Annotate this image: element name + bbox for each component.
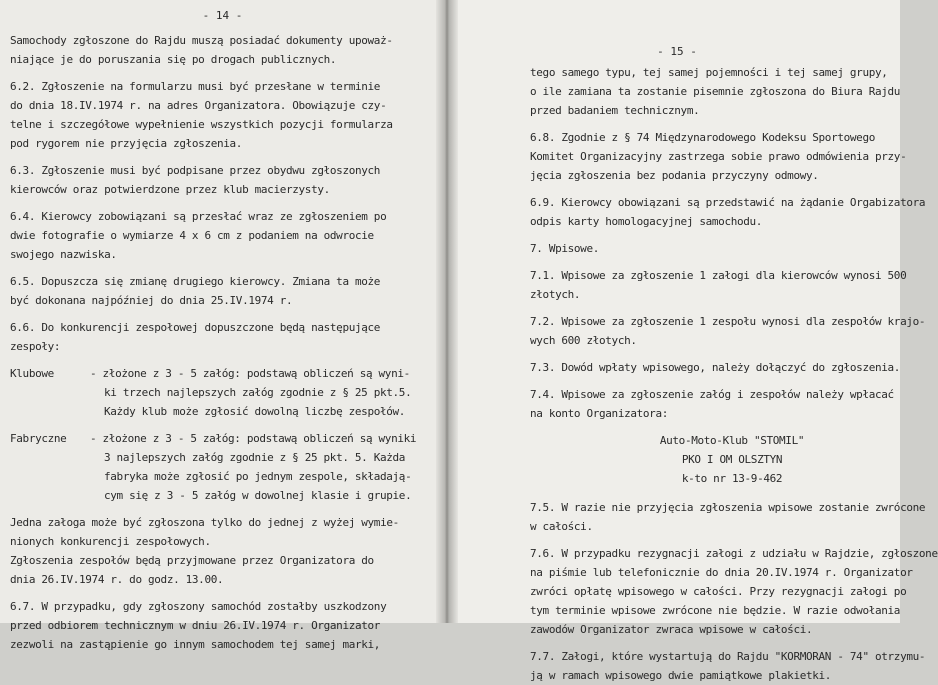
text-line: tym terminie wpisowe zwrócone nie będzie. W razie odwołania (530, 604, 901, 617)
text-line: o ile zamiana ta zostanie pisemnie zgłoszona do Biura Rajdu (530, 85, 901, 98)
text-line: niające je do poruszania się po drogach publicznych. (10, 53, 337, 66)
text-line: zwróci opłatę wpisowego w całości. Przy rezygnacji załogi po (530, 585, 907, 598)
text-line: 6.7. W przypadku, gdy zgłoszony samochód zostałby uszkodzony (10, 600, 387, 613)
text-line: przed badaniem technicznym. (530, 104, 700, 117)
text-line: swojego nazwiska. (10, 248, 117, 261)
paragraph (530, 312, 926, 350)
team-entry (10, 364, 435, 421)
team-entry (10, 429, 435, 505)
text-line: do dnia 18.IV.1974 r. na adres Organizatora. Obowiązuje czy- (10, 99, 387, 112)
text-line: 7.4. Wpisowe za zgłoszenie załóg i zespołów należy wpłacać (530, 388, 894, 401)
text-line: 6.5. Dopuszcza się zmianę drugiego kierowcy. Zmiana ta może (10, 275, 381, 288)
text-line: 6.4. Kierowcy zobowiązani są przesłać wraz ze zgłoszeniem po (10, 210, 387, 223)
paragraph (530, 63, 901, 120)
text-line: złotych. (530, 288, 581, 301)
text-line: nionych konkurencji zespołowych. (10, 535, 211, 548)
text-line: 7.3. Dowód wpłaty wpisowego, należy dołączyć do zgłoszenia. (530, 361, 901, 374)
text-line: 7. Wpisowe. (530, 242, 599, 255)
text-line: być dokonana najpóźniej do dnia 25.IV.1974 r. (10, 294, 293, 307)
bank-address (530, 431, 894, 488)
team-entry-text (90, 429, 435, 505)
text-line: fabryka może zgłosić po jednym zespole, składają- (104, 470, 412, 483)
text-line: telne i szczegółowe wypełnienie wszystkich pozycji formularza (10, 118, 393, 131)
team-entry-label: Fabryczne (10, 432, 67, 445)
paragraph (530, 647, 926, 685)
text-line: odpis karty homologacyjnej samochodu. (530, 215, 763, 228)
team-entry-text (90, 364, 435, 421)
paragraph (530, 193, 926, 231)
paragraph (10, 272, 435, 310)
text-line: 6.9. Kierowcy obowiązani są przedstawić na żądanie Orgabizatora (530, 196, 926, 209)
text-line: 3 najlepszych załóg zgodnie z § 25 pkt. 5. Każda (104, 451, 406, 464)
text-line: cym się z 3 - 5 załóg w dowolnej klasie i grupie. (104, 489, 412, 502)
text-line: Zgłoszenia zespołów będą przyjmowane przez Organizatora do (10, 554, 374, 567)
text-line: Jedna załoga może być zgłoszona tylko do jednej z wyżej wymie- (10, 516, 399, 529)
right-paragraphs-top (530, 63, 926, 423)
text-line: 6.8. Zgodnie z § 74 Międzynarodowego Kodeksu Sportowego (530, 131, 875, 144)
right-page (450, 0, 938, 682)
text-line: ki trzech najlepszych załóg zgodnie z § 25 pkt.5. (104, 386, 412, 399)
page-number-right: - 15 - (657, 45, 697, 58)
paragraph (10, 597, 435, 654)
paragraph (10, 31, 435, 69)
paragraph (530, 266, 907, 304)
text-line: tego samego typu, tej samej pojemności i tej samej grupy, (530, 66, 888, 79)
paragraph (10, 77, 435, 153)
paragraph (10, 318, 435, 356)
text-line: dwie fotografie o wymiarze 4 x 6 cm z podaniem na odwrocie (10, 229, 374, 242)
left-paragraphs (10, 31, 435, 356)
paragraph (530, 544, 938, 639)
left-page (0, 0, 445, 651)
paragraph (530, 128, 907, 185)
text-line: zezwoli na zastąpienie go innym samochodem tej samej marki, (10, 638, 381, 651)
text-line: na piśmie lub telefonicznie do dnia 20.IV.1974 r. Organizator (530, 566, 913, 579)
text-line: kierowców oraz potwierdzone przez klub macierzysty. (10, 183, 330, 196)
text-line: 7.1. Wpisowe za zgłoszenie 1 załogi dla kierowców wynosi 500 (530, 269, 907, 282)
paragraph (530, 498, 926, 536)
left-closing-paragraphs (10, 513, 435, 654)
text-line: przed odbiorem technicznym w dniu 26.IV.1974 r. Organizator (10, 619, 381, 632)
team-entry-label: Klubowe (10, 367, 54, 380)
paragraph (10, 161, 435, 199)
text-line: 6.3. Zgłoszenie musi być podpisane przez obydwu zgłoszonych (10, 164, 381, 177)
text-line: na konto Organizatora: (530, 407, 668, 420)
text-line: jęcia zgłoszenia bez podania przyczyny odmowy. (530, 169, 819, 182)
paragraph (10, 513, 435, 589)
text-line: dnia 26.IV.1974 r. do godz. 13.00. (10, 573, 224, 586)
text-line: 7.6. W przypadku rezygnacji załogi z udziału w Rajdzie, zgłoszone (530, 547, 938, 560)
text-line: - złożone z 3 - 5 załóg: podstawą obliczeń są wyni- (90, 367, 410, 380)
right-paragraphs-bottom (530, 498, 938, 685)
text-line: - złożone z 3 - 5 załóg: podstawą obliczeń są wyniki (90, 432, 417, 445)
text-line: ją w ramach wpisowego dwie pamiątkowe plakietki. (530, 669, 832, 682)
text-line: pod rygorem nie przyjęcia zgłoszenia. (10, 137, 243, 150)
text-line: 6.6. Do konkurencji zespołowej dopuszczone będą następujące (10, 321, 381, 334)
text-line: 6.2. Zgłoszenie na formularzu musi być przesłane w terminie (10, 80, 381, 93)
text-line: Komitet Organizacyjny zastrzega sobie prawo odmówienia przy- (530, 150, 907, 163)
paragraph (10, 207, 435, 264)
team-entries (10, 364, 435, 505)
address-line: Auto-Moto-Klub "STOMIL" (659, 434, 805, 447)
text-line: Każdy klub może zgłosić dowolną liczbę zespołów. (104, 405, 406, 418)
book-gutter (436, 0, 458, 623)
page-number-left: - 14 - (202, 9, 243, 22)
text-line: Samochody zgłoszone do Rajdu muszą posiadać dokumenty upoważ- (10, 34, 393, 47)
text-line: w całości. (530, 520, 593, 533)
address-line: k-to nr 13-9-462 (681, 472, 783, 485)
text-line: 7.5. W razie nie przyjęcia zgłoszenia wpisowe zostanie zwrócone (530, 501, 926, 514)
text-line: wych 600 złotych. (530, 334, 637, 347)
paragraph (530, 385, 894, 423)
text-line: zawodów Organizator zwraca wpisowe w całości. (530, 623, 813, 636)
text-line: zespoły: (10, 340, 61, 353)
paragraph (530, 358, 901, 377)
paragraph (530, 239, 894, 258)
address-line: PKO I OM OLSZTYN (681, 453, 783, 466)
text-line: 7.2. Wpisowe za zgłoszenie 1 zespołu wynosi dla zespołów krajo- (530, 315, 926, 328)
text-line: 7.7. Załogi, które wystartują do Rajdu "KORMORAN - 74" otrzymu- (530, 650, 926, 663)
